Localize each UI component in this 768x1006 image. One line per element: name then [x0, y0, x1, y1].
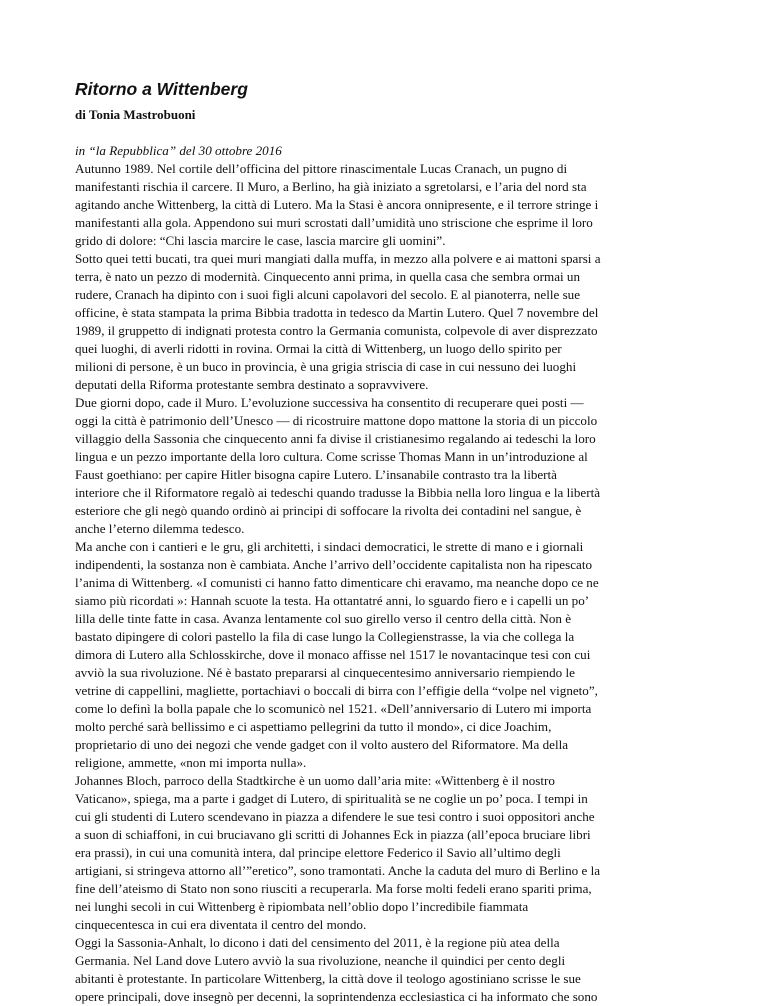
text-line: artigiani, si stringeva attorno all’”eretico”, sono tramontati. Anche la caduta del muro di Berlino e la — [75, 863, 601, 878]
text-line: indipendenti, la sostanza non è cambiata. Anche l’arrivo dell’occidente capitalista non ha ripescato — [75, 557, 593, 572]
text-line: Germania. Nel Land dove Lutero avviò la sua rivoluzione, neanche il quindici per cento degli — [75, 953, 566, 968]
text-line: deputati della Riforma protestante sembra destinato a sopravvivere. — [75, 377, 429, 392]
text-line: lilla delle tinte fatte in casa. Avanza lentamente col suo girello verso il centro della città. Non è — [75, 611, 572, 626]
text-line: proprietario di uno dei negozi che vende gadget con il volto austero del Riformatore. Ma della — [75, 737, 569, 752]
text-line: avviò la sua rivoluzione. Né è bastato prepararsi al cinquecentesimo anniversario riempiendo le — [75, 665, 575, 680]
article-source: in “la Repubblica” del 30 ottobre 2016 — [75, 143, 282, 158]
text-line: Oggi la Sassonia-Anhalt, lo dicono i dati del censimento del 2011, è la regione più atea della — [75, 935, 560, 950]
article-text — [75, 160, 700, 1006]
text-line: villaggio della Sassonia che cinquecento anni fa divise il cristianesimo regalando ai tedeschi la loro — [75, 431, 596, 446]
text-line: religione, ammette, «non mi importa nulla». — [75, 755, 307, 770]
article-title: Ritorno a Wittenberg — [75, 79, 248, 99]
article-body — [75, 142, 700, 1006]
text-line: fine dell’ateismo di Stato non sono riusciti a recuperarla. Ma forse molti fedeli erano spariti prima, — [75, 881, 592, 896]
text-line: 1989, il gruppetto di indignati protesta contro la Germania comunista, colpevole di aver disprezzato — [75, 323, 598, 338]
text-line: grido di dolore: “Chi lascia marcire le case, lascia marcire gli uomini”. — [75, 233, 446, 248]
text-line: rudere, Cranach ha dipinto con i suoi figli alcuni capolavori del secolo. E al pianoterra, nelle sue — [75, 287, 581, 302]
text-line: vetrine di cappellini, magliette, portachiavi o boccali di birra con l’effigie della “volpe nel vigneto”, — [75, 683, 598, 698]
text-line: agitando anche Wittenberg, la città di Lutero. Ma la Stasi è ancora onnipresente, e il terrore stringe i — [75, 197, 599, 212]
text-line: molto perché sarà bellissimo e ci aspettiamo pellegrini da tutto il mondo», ci dice Joachim, — [75, 719, 552, 734]
text-line: Johannes Bloch, parroco della Stadtkirche è un uomo dall’aria mite: «Wittenberg è il nostro — [75, 773, 555, 788]
text-line: Vaticano», spiega, ma a parte i gadget di Lutero, di spiritualità se ne coglie un po’ poca. I tempi in — [75, 791, 588, 806]
text-line: era prassi), in cui una comunità intera, dal principe elettore Federico il Savio all’ultimo degli — [75, 845, 561, 860]
text-line: cui gli studenti di Lutero scendevano in piazza a difendere le sue tesi contro i suoi oppositori anche — [75, 809, 595, 824]
text-line: dimora di Lutero alla Schlosskirche, dove il monaco affisse nel 1517 le novantacinque tesi con cui — [75, 647, 591, 662]
text-line: siamo più ricordati »: Hannah scuote la testa. Ha ottantatré anni, lo sguardo fiero e i capelli un po’ — [75, 593, 590, 608]
text-line: Ma anche con i cantieri e le gru, gli architetti, i sindaci democratici, le strette di mano e i giornali — [75, 539, 584, 554]
text-line: nei lunghi secoli in cui Wittenberg è ripiombata nell’oblio dopo l’incredibile fiammata — [75, 899, 529, 914]
text-line: lingua e un pezzo importante della loro cultura. Come scrisse Thomas Mann in un’introduzione al — [75, 449, 588, 464]
article-author: di Tonia Mastrobuoni — [75, 107, 196, 122]
text-line: abitanti è protestante. In particolare Wittenberg, la città dove il teologo agostiniano scrisse le sue — [75, 971, 581, 986]
text-line: cinquecentesca in cui era diventata il centro del mondo. — [75, 917, 367, 932]
text-line: interiore che il Riformatore regalò ai tedeschi quando tradusse la Bibbia nella loro lingua e la libertà — [75, 485, 601, 500]
text-line: bastato dipingere di colori pastello la fila di case lungo la Collegienstrasse, la via che collega la — [75, 629, 575, 644]
text-line: Sotto quei tetti bucati, tra quei muri mangiati dalla muffa, in mezzo alla polvere e ai mattoni sparsi a — [75, 251, 601, 266]
text-line: officine, è stata stampata la prima Bibbia tradotta in tedesco da Martin Lutero. Quel 7 novembre del — [75, 305, 599, 320]
text-line: esteriore che gli negò quando ordinò ai principi di soffocare la rivolta dei contadini nel sangue, è — [75, 503, 582, 518]
text-line: opere principali, dove insegnò per decenni, la soprintendenza ecclesiastica ci ha informato che sono — [75, 989, 598, 1004]
text-line: Autunno 1989. Nel cortile dell’officina del pittore rinascimentale Lucas Cranach, un pugno di — [75, 161, 568, 176]
text-line: terra, è nato un pezzo di modernità. Cinquecento anni prima, in quella casa che sembra ormai un — [75, 269, 581, 284]
text-line: milioni di persone, è un buco in provincia, è una grigia striscia di case in cui nessuno dei luoghi — [75, 359, 577, 374]
text-line: manifestanti alla gola. Appendono sui muri scrostati dall’umidità uno striscione che esprime il loro — [75, 215, 593, 230]
text-line: anche l’eterno dilemma tedesco. — [75, 521, 245, 536]
text-line: quei luoghi, di averli ridotti in rovina. Ormai la città di Wittenberg, un luogo dello spirito per — [75, 341, 562, 356]
text-line: oggi la città è patrimonio dell’Unesco — di ricostruire mattone dopo mattone la storia di un piccolo — [75, 413, 598, 428]
article — [75, 78, 700, 1006]
text-line: manifestanti rischia il carcere. Il Muro, a Berlino, ha già iniziato a sgretolarsi, e l’aria del nord sta — [75, 179, 587, 194]
text-line: Faust goethiano: per capire Hitler bisogna capire Lutero. L’insanabile contrasto tra la libertà — [75, 467, 557, 482]
text-line: come lo definì la bolla papale che lo scomunicò nel 1521. «Dell’anniversario di Lutero mi importa — [75, 701, 592, 716]
text-line: Due giorni dopo, cade il Muro. L’evoluzione successiva ha consentito di recuperare quei posti — — [75, 395, 584, 410]
text-line: a suon di schiaffoni, in cui bruciavano gli scritti di Johannes Eck in piazza (all’epoca bruciare libri — [75, 827, 591, 842]
text-line: l’anima di Wittenberg. «I comunisti ci hanno fatto dimenticare chi eravamo, ma neanche dopo ce ne — [75, 575, 599, 590]
